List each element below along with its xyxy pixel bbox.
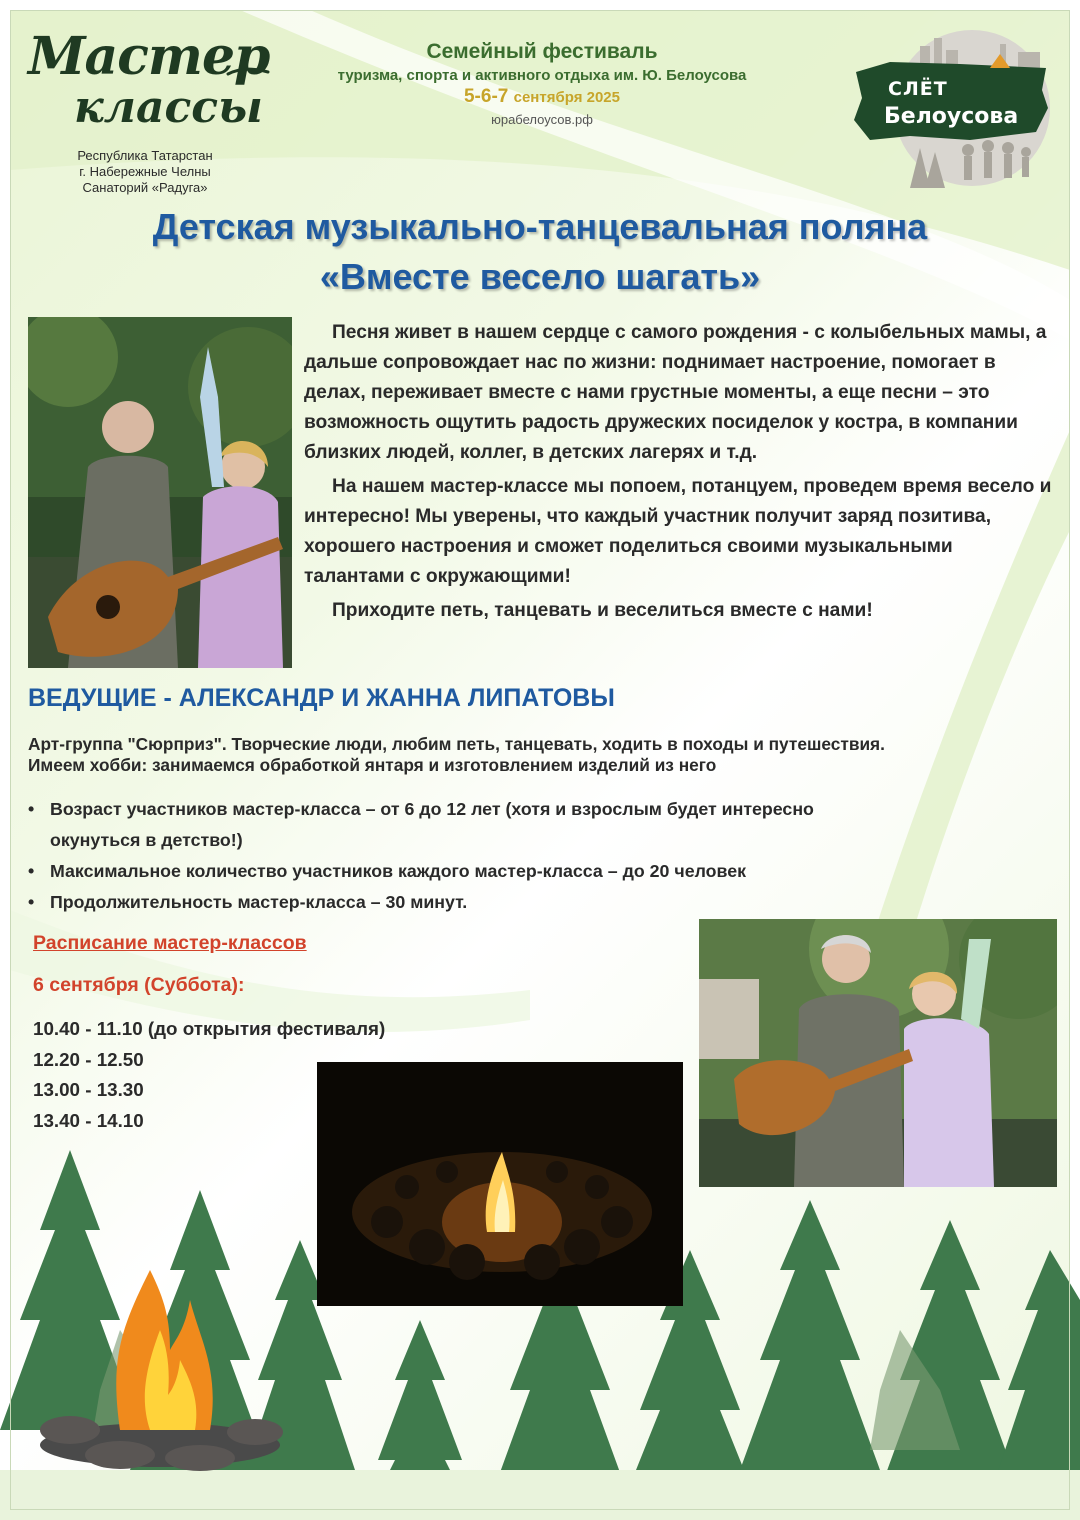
bullet-icon: •	[28, 799, 35, 819]
logo-line-1: Мастер	[28, 26, 270, 87]
badge-line-1: СЛЁТ	[888, 78, 948, 100]
hosts-about-line-2: Имеем хобби: занимаемся обработкой янтаря и изготовлением изделий из него	[28, 755, 717, 775]
festival-name: Семейный фестиваль	[426, 40, 658, 63]
schedule-day: 6 сентября (Суббота):	[33, 974, 245, 996]
schedule-slot: 13.00 - 13.30	[33, 1079, 144, 1100]
hosts-photo-2	[699, 919, 1057, 1187]
logo-line-2: классы	[74, 82, 263, 133]
festival-days: 5-6-7	[463, 86, 509, 107]
bullet-icon: •	[28, 892, 35, 912]
intro-paragraph-3: Приходите петь, танцевать и веселиться вместе с нами!	[332, 600, 873, 621]
list-item-line: Продолжительность мастер-класса – 30 минут.	[50, 892, 468, 912]
festival-month: сентября 2025	[513, 89, 620, 106]
festival-subtitle: туризма, спорта и активного отдыха им. Ю. Белоусова	[337, 67, 747, 84]
badge-line-2: Белоусова	[884, 104, 1019, 129]
hosts-about-line-1: Арт-группа "Сюрприз". Творческие люди, любим петь, танцевать, ходить в походы и путешествия.	[28, 734, 885, 754]
schedule-slot: 10.40 - 11.10 (до открытия фестиваля)	[33, 1018, 386, 1039]
address-line: г. Набережные Челны	[79, 164, 211, 179]
festival-site-link[interactable]: юрабелоусов.рф	[491, 112, 593, 127]
list-item-line: окунуться в детство!)	[50, 830, 243, 850]
intro-paragraph-2: На нашем мастер-классе мы попоем, потанцуем, проведем время весело и интересно! Мы уверены, что каждый участник получит заряд позитива, хорошего настроения и сможет поделиться своими музыкальными талантами с окружающими!	[304, 476, 1052, 587]
title-line-2: «Вместе весело шагать»	[319, 256, 761, 297]
hosts-heading: ВЕДУЩИЕ - АЛЕКСАНДР И ЖАННА ЛИПАТОВЫ	[28, 684, 615, 712]
schedule-heading: Расписание мастер-классов	[33, 932, 307, 954]
intro-paragraph-1: Песня живет в нашем сердце с самого рождения - с колыбельных мамы, а дальше сопровождает нас по жизни: поднимает настроение, помогает в делах, переживает вместе с нами грустные моменты, а еще песни – это возможность ощутить радость дружеских посиделок у костра, в компании близких людей, коллег, в детских лагерях и т.д.	[304, 322, 1047, 463]
campfire-photo	[317, 1062, 683, 1306]
list-item-line: Максимальное количество участников каждого мастер-класса – до 20 человек	[50, 861, 746, 881]
bullet-icon: •	[28, 861, 35, 881]
address-line: Республика Татарстан	[77, 148, 213, 163]
schedule-slot: 13.40 - 14.10	[33, 1109, 144, 1131]
address-line: Санаторий «Радуга»	[82, 180, 208, 195]
list-item-line: Возраст участников мастер-класса – от 6 до 12 лет (хотя и взрослым будет интересно	[50, 799, 814, 819]
schedule-slot: 12.20 - 12.50	[33, 1048, 144, 1070]
title-line-1: Детская музыкально-танцевальная поляна	[152, 206, 928, 247]
